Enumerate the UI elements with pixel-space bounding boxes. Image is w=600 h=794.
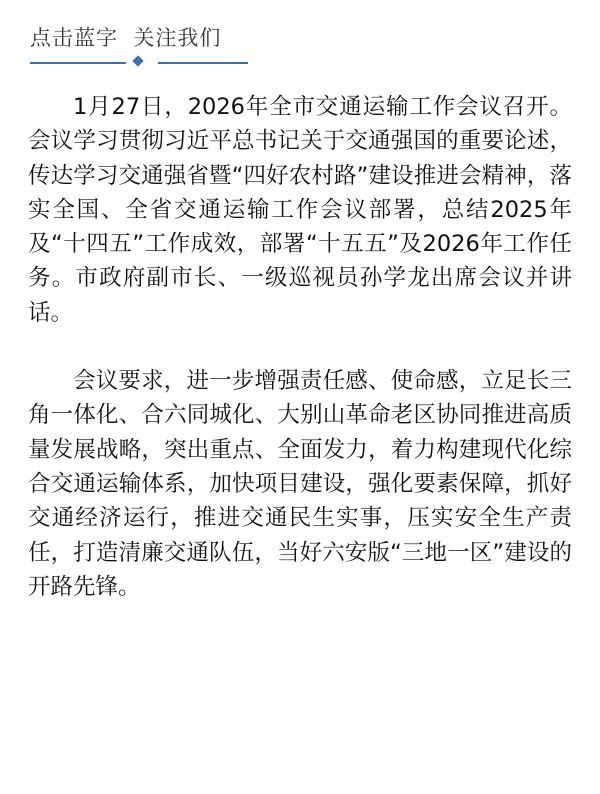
article-body bbox=[0, 90, 600, 604]
article-paragraph: 会议要求，进一步增强责任感、使命感，立足长三角一体化、合六同城化、大别山革命老区协同推进高质量发展战略，突出重点、全面发力，着力构建现代化综合交通运输体系，加快项目建设，强化要素保障，抓好交通经济运行，推进交通民生实事，压实安全生产责任，打造清廉交通队伍，当好六安版“三地一区”建设的开路先锋。 bbox=[28, 368, 572, 600]
article-paragraph: 1月27日，2026年全市交通运输工作会议召开。会议学习贯彻习近平总书记关于交通强国的重要论述，传达学习交通强省暨“四好农村路”建设推进会精神，落实全国、全省交通运输工作会议部署，总结2025年及“十四五”工作成效，部署“十五五”及2026年工作任务。市政府副市长、一级巡视员孙学龙出席会议并讲话。 bbox=[28, 94, 572, 326]
follow-header bbox=[0, 0, 600, 72]
divider-left bbox=[30, 62, 126, 64]
diamond-icon bbox=[132, 55, 143, 66]
divider-right bbox=[158, 62, 248, 64]
follow-prompt[interactable]: 点击蓝字 关注我们 bbox=[30, 26, 222, 50]
